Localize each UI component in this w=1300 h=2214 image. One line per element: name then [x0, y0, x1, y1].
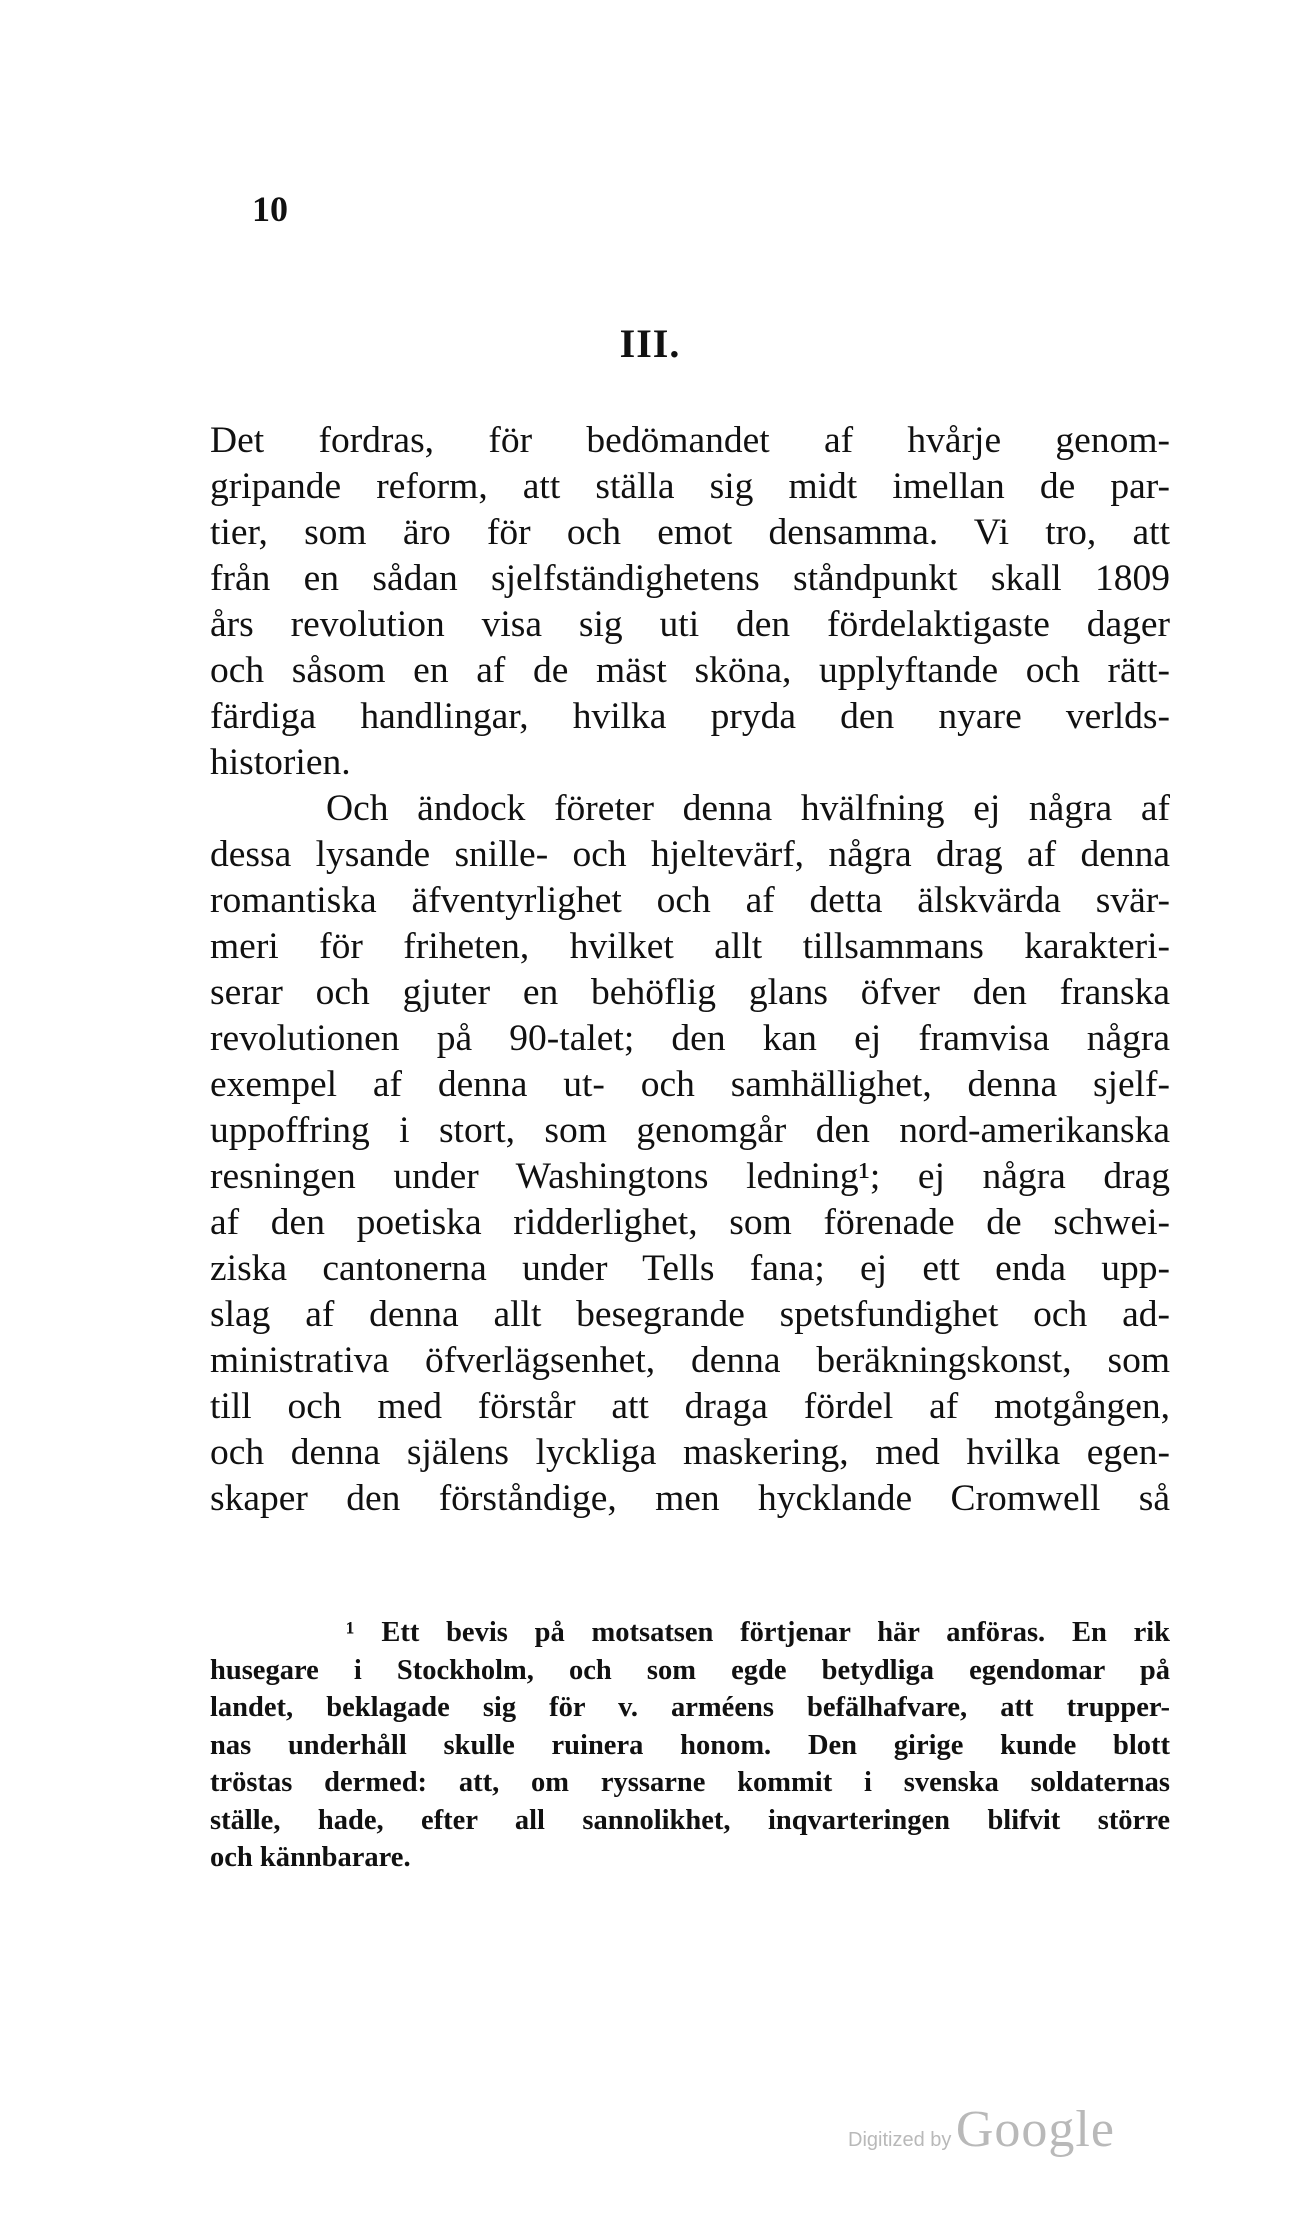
text-line: ziska cantonerna under Tells fana; ej ett enda upp-	[210, 1248, 1170, 1289]
text-line: uppoffring i stort, som genomgår den nord-amerikanska	[210, 1110, 1170, 1151]
text-line: dessa lysande snille- och hjeltevärf, några drag af denna	[210, 834, 1170, 875]
text-line: romantiska äfventyrlighet och af detta älskvärda svär-	[210, 880, 1170, 921]
footnotes	[210, 1614, 1170, 1877]
text-line: Det fordras, för bedömandet af hvårje genom-	[210, 420, 1170, 461]
text-line: ministrativa öfverlägsenhet, denna beräkningskonst, som	[210, 1340, 1170, 1381]
page-number: 10	[252, 189, 288, 229]
footnote-line: husegare i Stockholm, och som egde betydliga egendomar på	[210, 1654, 1170, 1686]
text-line: slag af denna allt besegrande spetsfundighet och ad-	[210, 1294, 1170, 1335]
text-line: revolutionen på 90-talet; den kan ej framvisa några	[210, 1018, 1170, 1059]
body-text	[210, 418, 1170, 1522]
text-line: från en sådan sjelfständighetens ståndpunkt skall 1809	[210, 558, 1170, 599]
footnote-line: tröstas dermed: att, om ryssarne kommit i svenska soldaternas	[210, 1767, 1170, 1798]
text-line: serar och gjuter en behöflig glans öfver den franska	[210, 972, 1170, 1013]
text-line: resningen under Washingtons ledning¹; ej några drag	[210, 1156, 1170, 1197]
text-line: skaper den förståndige, men hycklande Cromwell så	[210, 1478, 1170, 1519]
chapter-heading: III.	[619, 321, 681, 366]
text-line: exempel af denna ut- och samhällighet, denna sjelf-	[210, 1064, 1170, 1105]
text-line: års revolution visa sig uti den fördelaktigaste dager	[210, 604, 1170, 645]
text-line: gripande reform, att ställa sig midt imellan de par-	[210, 466, 1170, 507]
footnote-line: nas underhåll skulle ruinera honom. Den girige kunde blott	[210, 1729, 1170, 1761]
footnote-line: ¹ Ett bevis på motsatsen förtjenar här anföras. En rik	[346, 1617, 1170, 1648]
footnote-line: landet, beklagade sig för v. arméens befälhafvare, att trupper-	[210, 1692, 1170, 1723]
text-line: af den poetiska ridderlighet, som förenade de schwei-	[210, 1202, 1170, 1243]
text-line: meri för friheten, hvilket allt tillsammans karakteri-	[210, 926, 1170, 967]
text-line: historien.	[210, 742, 351, 783]
text-line: till och med förstår att draga fördel af motgången,	[210, 1386, 1170, 1427]
text-line: tier, som äro för och emot densamma. Vi tro, att	[210, 512, 1170, 553]
google-logo: Google	[955, 2101, 1115, 2158]
digitized-by-watermark	[848, 2100, 1115, 2159]
text-line: och denna själens lyckliga maskering, med hvilka egen-	[210, 1432, 1170, 1473]
footnote-line: och kännbarare.	[210, 1842, 411, 1873]
digitized-label: Digitized by	[848, 2129, 952, 2151]
text-line: Och ändock företer denna hvälfning ej några af	[326, 788, 1170, 829]
footnote-line: ställe, hade, efter all sannolikhet, inqvarteringen blifvit större	[210, 1804, 1170, 1836]
text-line: och såsom en af de mäst sköna, upplyftande och rätt-	[210, 650, 1170, 691]
text-line: färdiga handlingar, hvilka pryda den nyare verlds-	[210, 696, 1170, 737]
